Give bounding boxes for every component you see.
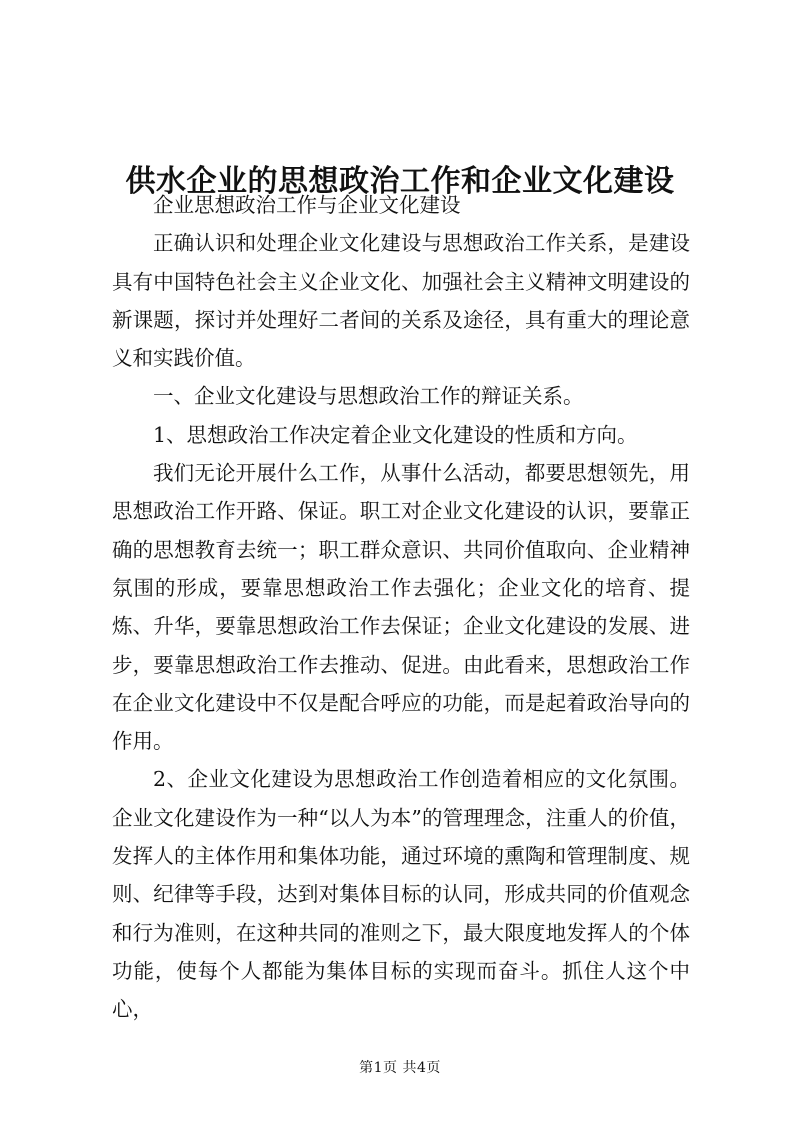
- document-body: [112, 186, 690, 1029]
- page-footer: 第1页 共4页: [359, 1060, 441, 1076]
- section-heading-1: 一、企业文化建设与思想政治工作的辩证关系。: [153, 384, 584, 409]
- document-title: 供水企业的思想政治工作和企业文化建设: [125, 164, 675, 200]
- paragraph-intro: 正确认识和处理企业文化建设与思想政治工作关系，是建设具有中国特色社会主义企业文化、加强社会主义精神文明建设的新课题，探讨并处理好二者间的关系及途径，具有重大的理论意义和实践价值。: [112, 231, 690, 371]
- subsection-heading-1: 1、思想政治工作决定着企业文化建设的性质和方向。: [153, 422, 638, 447]
- paragraph-subtitle: 企业思想政治工作与企业文化建设: [153, 193, 461, 217]
- paragraph-body-1: 我们无论开展什么工作，从事什么活动，都要思想领先，用思想政治工作开路、保证。职工对企业文化建设的认识，要靠正确的思想教育去统一；职工群众意识、共同价值取向、企业精神氛围的形成，要靠思想政治工作去强化；企业文化的培育、提炼、升华，要靠思想政治工作去保证；企业文化建设的发展、进步，要靠思想政治工作去推动、促进。由此看来，思想政治工作在企业文化建设中不仅是配合呼应的功能，而是起着政治导向的作用。: [112, 461, 690, 754]
- paragraph-body-2: 2、企业文化建设为思想政治工作创造着相应的文化氛围。企业文化建设作为一种“以人为本”的管理理念，注重人的价值，发挥人的主体作用和集体功能，通过环境的熏陶和管理制度、规则、纪律等手段，达到对集体目标的认同，形成共同的价值观念和行为准则，在这种共同的准则之下，最大限度地发挥人的个体功能，使每个人都能为集体目标的实现而奋斗。抓住人这个中心，: [112, 767, 690, 1022]
